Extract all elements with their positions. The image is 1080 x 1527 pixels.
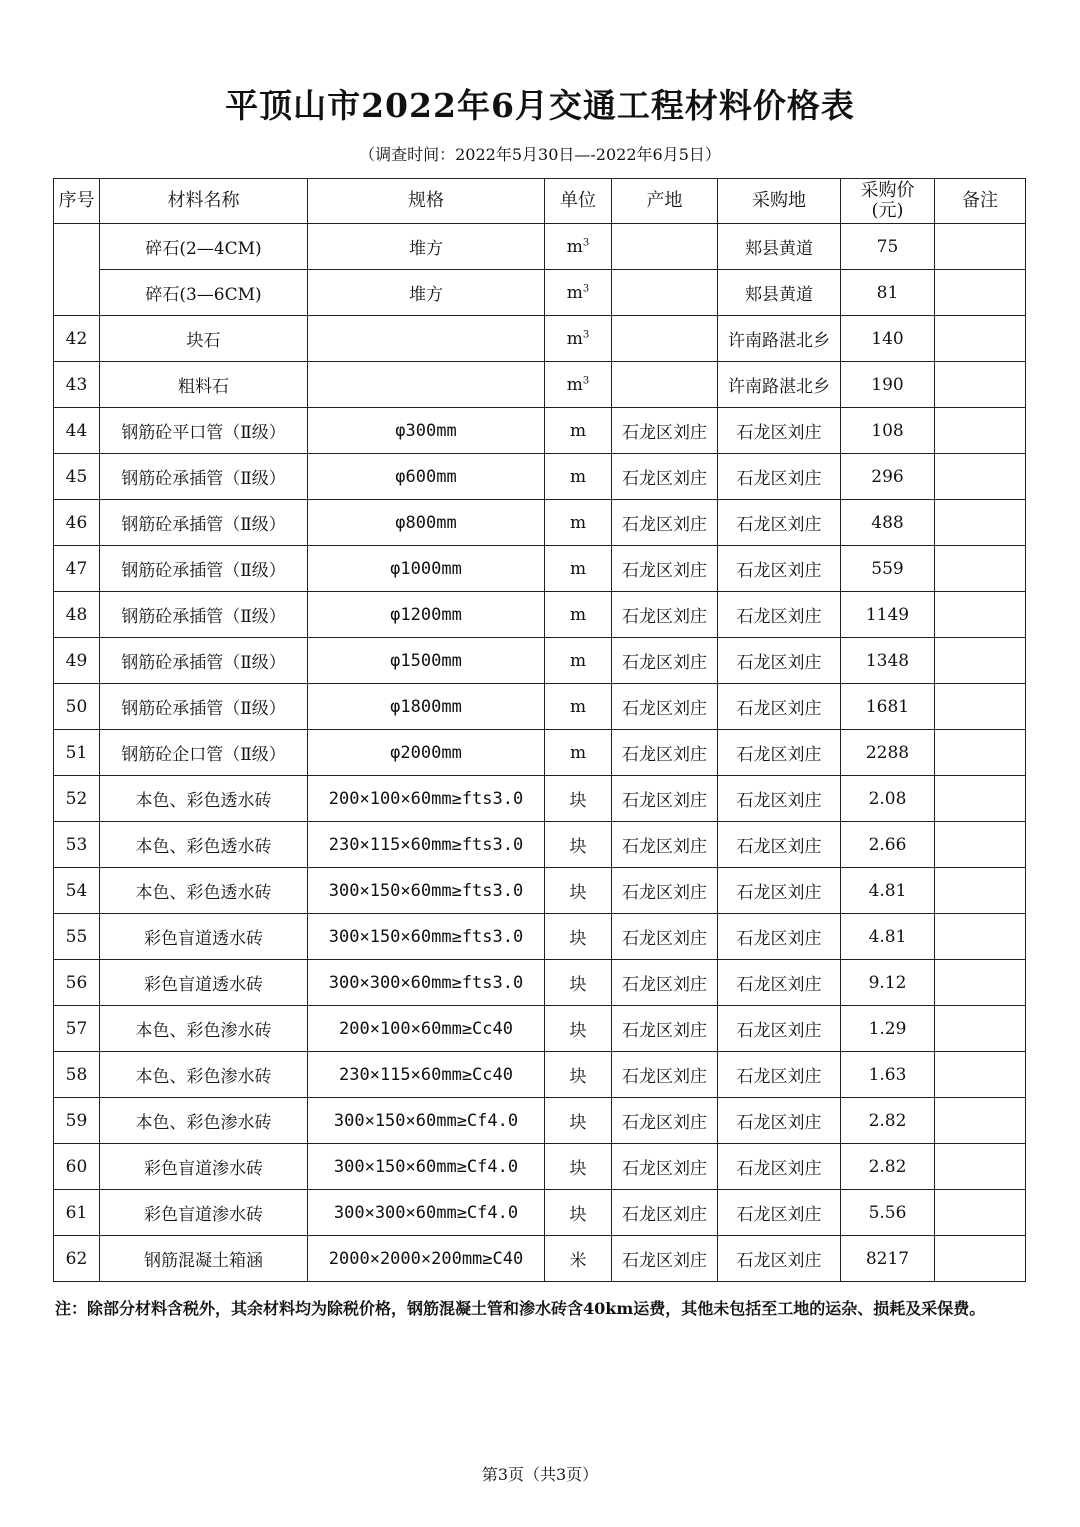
cell-origin: 石龙区刘庄 (612, 500, 718, 546)
cell-spec: 300×150×60mm≥fts3.0 (308, 868, 545, 914)
cell-spec: 200×100×60mm≥fts3.0 (308, 776, 545, 822)
cell-remark (935, 270, 1026, 316)
cell-origin: 石龙区刘庄 (612, 1098, 718, 1144)
cell-remark (935, 1190, 1026, 1236)
cell-no: 61 (54, 1190, 100, 1236)
cell-spec: φ1200mm (308, 592, 545, 638)
cell-no: 60 (54, 1144, 100, 1190)
cell-unit (545, 730, 612, 776)
cell-remark (935, 914, 1026, 960)
cell-price: 2.82 (841, 1144, 935, 1190)
table-row (54, 224, 1026, 270)
cell-price: 9.12 (841, 960, 935, 1006)
cell-name: 钢筋砼企口管（Ⅱ级） (100, 730, 308, 776)
cell-origin: 石龙区刘庄 (612, 914, 718, 960)
cell-unit (545, 1236, 612, 1282)
table-row (54, 868, 1026, 914)
unit-text: m (569, 604, 587, 625)
cell-origin: 石龙区刘庄 (612, 776, 718, 822)
cell-place: 许南路湛北乡 (718, 316, 841, 362)
cell-origin: 石龙区刘庄 (612, 454, 718, 500)
cell-no (54, 224, 100, 316)
cell-remark (935, 592, 1026, 638)
cell-remark (935, 1236, 1026, 1282)
cell-unit (545, 776, 612, 822)
cell-unit (545, 592, 612, 638)
cell-no: 52 (54, 776, 100, 822)
cell-no: 53 (54, 822, 100, 868)
unit-text: m (566, 282, 583, 303)
cell-price: 1681 (841, 684, 935, 730)
cell-name: 彩色盲道透水砖 (100, 960, 308, 1006)
cell-price: 1.29 (841, 1006, 935, 1052)
table-row (54, 822, 1026, 868)
table-row (54, 776, 1026, 822)
cell-remark (935, 362, 1026, 408)
unit-text: 米 (569, 1251, 587, 1271)
table-row (54, 1098, 1026, 1144)
unit-text: m (569, 650, 587, 671)
cell-origin: 石龙区刘庄 (612, 730, 718, 776)
page-number: 第3页（共3页） (481, 1465, 599, 1484)
cell-origin: 石龙区刘庄 (612, 1052, 718, 1098)
cell-name: 钢筋砼承插管（Ⅱ级） (100, 592, 308, 638)
cell-origin: 石龙区刘庄 (612, 1006, 718, 1052)
cell-origin: 石龙区刘庄 (612, 684, 718, 730)
cell-price: 2.82 (841, 1098, 935, 1144)
cell-price: 5.56 (841, 1190, 935, 1236)
cell-place: 石龙区刘庄 (718, 960, 841, 1006)
unit-text: 块 (569, 837, 587, 857)
header-price-line2: (元) (871, 200, 904, 221)
header-unit: 单位 (545, 179, 612, 224)
cell-remark (935, 316, 1026, 362)
cell-name: 粗料石 (100, 362, 308, 408)
cell-price: 296 (841, 454, 935, 500)
cell-unit (545, 1144, 612, 1190)
cell-place: 许南路湛北乡 (718, 362, 841, 408)
cell-remark (935, 822, 1026, 868)
cell-unit (545, 454, 612, 500)
table-row (54, 546, 1026, 592)
cell-unit (545, 914, 612, 960)
cell-unit (545, 1098, 612, 1144)
unit-text: 块 (569, 929, 587, 949)
cell-remark (935, 960, 1026, 1006)
table-row (54, 270, 1026, 316)
cell-place: 石龙区刘庄 (718, 868, 841, 914)
cell-remark (935, 638, 1026, 684)
cell-place: 石龙区刘庄 (718, 730, 841, 776)
cell-no: 48 (54, 592, 100, 638)
cell-remark (935, 224, 1026, 270)
cell-origin (612, 224, 718, 270)
header-spec: 规格 (308, 179, 545, 224)
cell-name: 钢筋砼平口管（Ⅱ级） (100, 408, 308, 454)
cell-spec: 2000×2000×200mm≥C40 (308, 1236, 545, 1282)
unit-text: m (569, 696, 587, 717)
cell-price: 8217 (841, 1236, 935, 1282)
cell-unit (545, 1052, 612, 1098)
cell-no: 47 (54, 546, 100, 592)
cell-place: 石龙区刘庄 (718, 592, 841, 638)
cell-place: 石龙区刘庄 (718, 500, 841, 546)
cell-name: 本色、彩色透水砖 (100, 822, 308, 868)
cell-spec: φ800mm (308, 500, 545, 546)
cell-unit (545, 638, 612, 684)
cell-remark (935, 408, 1026, 454)
cell-unit (545, 500, 612, 546)
cell-unit (545, 362, 612, 408)
cell-name: 彩色盲道渗水砖 (100, 1190, 308, 1236)
page-title: 平顶山市2022年6月交通工程材料价格表 (225, 86, 855, 125)
footnote: 注：除部分材料含税外，其余材料均为除税价格，钢筋混凝土管和渗水砖含40km运费，其他未包括至工地的运杂、损耗及采保费。 (55, 1299, 986, 1318)
unit-superscript: 3 (582, 328, 590, 340)
cell-remark (935, 546, 1026, 592)
cell-spec: φ2000mm (308, 730, 545, 776)
cell-place: 石龙区刘庄 (718, 684, 841, 730)
cell-unit (545, 224, 612, 270)
cell-spec: 230×115×60mm≥fts3.0 (308, 822, 545, 868)
table-row (54, 914, 1026, 960)
cell-unit (545, 868, 612, 914)
cell-price: 2.08 (841, 776, 935, 822)
cell-price: 4.81 (841, 868, 935, 914)
header-remark: 备注 (935, 179, 1026, 224)
cell-no: 58 (54, 1052, 100, 1098)
cell-spec: 300×150×60mm≥fts3.0 (308, 914, 545, 960)
cell-name: 本色、彩色透水砖 (100, 868, 308, 914)
cell-place: 石龙区刘庄 (718, 1144, 841, 1190)
unit-text: 块 (569, 1205, 587, 1225)
header-price-line1: 采购价 (860, 180, 915, 201)
cell-no: 50 (54, 684, 100, 730)
cell-spec: φ600mm (308, 454, 545, 500)
cell-name: 本色、彩色透水砖 (100, 776, 308, 822)
cell-spec: 300×150×60mm≥Cf4.0 (308, 1098, 545, 1144)
table-row (54, 1144, 1026, 1190)
table-body (54, 224, 1026, 1282)
cell-remark (935, 684, 1026, 730)
cell-name: 本色、彩色渗水砖 (100, 1006, 308, 1052)
cell-spec: 堆方 (308, 270, 545, 316)
cell-price: 1348 (841, 638, 935, 684)
cell-name: 彩色盲道透水砖 (100, 914, 308, 960)
cell-place: 石龙区刘庄 (718, 776, 841, 822)
table-row (54, 684, 1026, 730)
header-origin: 产地 (612, 179, 718, 224)
cell-origin: 石龙区刘庄 (612, 546, 718, 592)
price-table (53, 178, 1026, 1282)
cell-unit (545, 408, 612, 454)
unit-text: m (569, 420, 587, 441)
unit-text: m (569, 466, 587, 487)
unit-superscript: 3 (582, 236, 590, 248)
cell-unit (545, 1190, 612, 1236)
cell-price: 140 (841, 316, 935, 362)
cell-no: 51 (54, 730, 100, 776)
cell-spec (308, 362, 545, 408)
cell-place: 石龙区刘庄 (718, 454, 841, 500)
cell-no: 45 (54, 454, 100, 500)
cell-remark (935, 454, 1026, 500)
cell-unit (545, 546, 612, 592)
unit-text: 块 (569, 1021, 587, 1041)
cell-origin: 石龙区刘庄 (612, 822, 718, 868)
cell-spec: 300×150×60mm≥Cf4.0 (308, 1144, 545, 1190)
cell-origin: 石龙区刘庄 (612, 1190, 718, 1236)
cell-name: 块石 (100, 316, 308, 362)
unit-text: 块 (569, 1113, 587, 1133)
cell-spec: 300×300×60mm≥Cf4.0 (308, 1190, 545, 1236)
table-row (54, 454, 1026, 500)
cell-price: 1.63 (841, 1052, 935, 1098)
table-row (54, 638, 1026, 684)
cell-name: 本色、彩色渗水砖 (100, 1052, 308, 1098)
table-row (54, 408, 1026, 454)
cell-remark (935, 1098, 1026, 1144)
cell-no: 54 (54, 868, 100, 914)
cell-no: 55 (54, 914, 100, 960)
cell-name: 钢筋砼承插管（Ⅱ级） (100, 500, 308, 546)
table-row (54, 960, 1026, 1006)
table-row (54, 362, 1026, 408)
cell-spec: 堆方 (308, 224, 545, 270)
cell-origin: 石龙区刘庄 (612, 638, 718, 684)
unit-text: 块 (569, 1159, 587, 1179)
cell-origin: 石龙区刘庄 (612, 960, 718, 1006)
table-row (54, 1006, 1026, 1052)
cell-price: 488 (841, 500, 935, 546)
cell-remark (935, 730, 1026, 776)
cell-place: 石龙区刘庄 (718, 1236, 841, 1282)
cell-no: 44 (54, 408, 100, 454)
unit-text: 块 (569, 791, 587, 811)
unit-text: 块 (569, 1067, 587, 1087)
cell-origin: 石龙区刘庄 (612, 1144, 718, 1190)
cell-price: 108 (841, 408, 935, 454)
survey-period: （调查时间：2022年5月30日—-2022年6月5日） (359, 145, 721, 164)
cell-name: 钢筋砼承插管（Ⅱ级） (100, 546, 308, 592)
header-place: 采购地 (718, 179, 841, 224)
cell-price: 4.81 (841, 914, 935, 960)
cell-unit (545, 1006, 612, 1052)
cell-price: 2.66 (841, 822, 935, 868)
cell-origin (612, 316, 718, 362)
cell-remark (935, 1006, 1026, 1052)
cell-spec: 230×115×60mm≥Cc40 (308, 1052, 545, 1098)
cell-name: 钢筋砼承插管（Ⅱ级） (100, 684, 308, 730)
cell-place: 石龙区刘庄 (718, 638, 841, 684)
cell-spec: 300×300×60mm≥fts3.0 (308, 960, 545, 1006)
cell-place: 石龙区刘庄 (718, 546, 841, 592)
table-row (54, 1236, 1026, 1282)
unit-superscript: 3 (582, 282, 590, 294)
cell-place: 石龙区刘庄 (718, 1190, 841, 1236)
cell-spec: φ1500mm (308, 638, 545, 684)
cell-price: 2288 (841, 730, 935, 776)
cell-no: 49 (54, 638, 100, 684)
cell-name: 本色、彩色渗水砖 (100, 1098, 308, 1144)
cell-no: 57 (54, 1006, 100, 1052)
cell-spec: φ1000mm (308, 546, 545, 592)
table-row (54, 730, 1026, 776)
cell-place: 石龙区刘庄 (718, 1098, 841, 1144)
cell-no: 46 (54, 500, 100, 546)
cell-unit (545, 270, 612, 316)
table-row (54, 500, 1026, 546)
unit-text: m (566, 328, 583, 349)
cell-remark (935, 868, 1026, 914)
header-name: 材料名称 (100, 179, 308, 224)
cell-no: 59 (54, 1098, 100, 1144)
cell-spec: 200×100×60mm≥Cc40 (308, 1006, 545, 1052)
cell-name: 碎石(2—4CM) (100, 224, 308, 270)
cell-origin: 石龙区刘庄 (612, 592, 718, 638)
unit-text: m (569, 742, 587, 763)
cell-place: 郏县黄道 (718, 224, 841, 270)
cell-place: 石龙区刘庄 (718, 1006, 841, 1052)
cell-remark (935, 776, 1026, 822)
cell-unit (545, 316, 612, 362)
cell-remark (935, 1052, 1026, 1098)
unit-text: m (566, 374, 583, 395)
cell-no: 42 (54, 316, 100, 362)
cell-name: 钢筋混凝土箱涵 (100, 1236, 308, 1282)
unit-text: 块 (569, 975, 587, 995)
cell-price: 75 (841, 224, 935, 270)
cell-unit (545, 960, 612, 1006)
cell-origin (612, 270, 718, 316)
cell-origin (612, 362, 718, 408)
cell-no: 62 (54, 1236, 100, 1282)
cell-remark (935, 500, 1026, 546)
cell-origin: 石龙区刘庄 (612, 868, 718, 914)
unit-superscript: 3 (582, 374, 590, 386)
cell-name: 钢筋砼承插管（Ⅱ级） (100, 638, 308, 684)
cell-origin: 石龙区刘庄 (612, 408, 718, 454)
table-row (54, 1052, 1026, 1098)
cell-no: 56 (54, 960, 100, 1006)
header-price (841, 179, 935, 224)
cell-place: 石龙区刘庄 (718, 914, 841, 960)
cell-name: 彩色盲道渗水砖 (100, 1144, 308, 1190)
cell-place: 石龙区刘庄 (718, 408, 841, 454)
cell-origin: 石龙区刘庄 (612, 1236, 718, 1282)
cell-unit (545, 822, 612, 868)
cell-spec (308, 316, 545, 362)
cell-price: 1149 (841, 592, 935, 638)
cell-place: 石龙区刘庄 (718, 822, 841, 868)
cell-place: 石龙区刘庄 (718, 1052, 841, 1098)
unit-text: 块 (569, 883, 587, 903)
cell-name: 碎石(3—6CM) (100, 270, 308, 316)
cell-spec: φ300mm (308, 408, 545, 454)
cell-unit (545, 684, 612, 730)
table-row (54, 316, 1026, 362)
cell-price: 190 (841, 362, 935, 408)
unit-text: m (566, 236, 583, 257)
table-row (54, 1190, 1026, 1236)
cell-price: 559 (841, 546, 935, 592)
cell-no: 43 (54, 362, 100, 408)
cell-place: 郏县黄道 (718, 270, 841, 316)
table-header-row (54, 179, 1026, 224)
cell-name: 钢筋砼承插管（Ⅱ级） (100, 454, 308, 500)
unit-text: m (569, 558, 587, 579)
table-row (54, 592, 1026, 638)
cell-remark (935, 1144, 1026, 1190)
cell-price: 81 (841, 270, 935, 316)
unit-text: m (569, 512, 587, 533)
cell-spec: φ1800mm (308, 684, 545, 730)
header-no: 序号 (54, 179, 100, 224)
